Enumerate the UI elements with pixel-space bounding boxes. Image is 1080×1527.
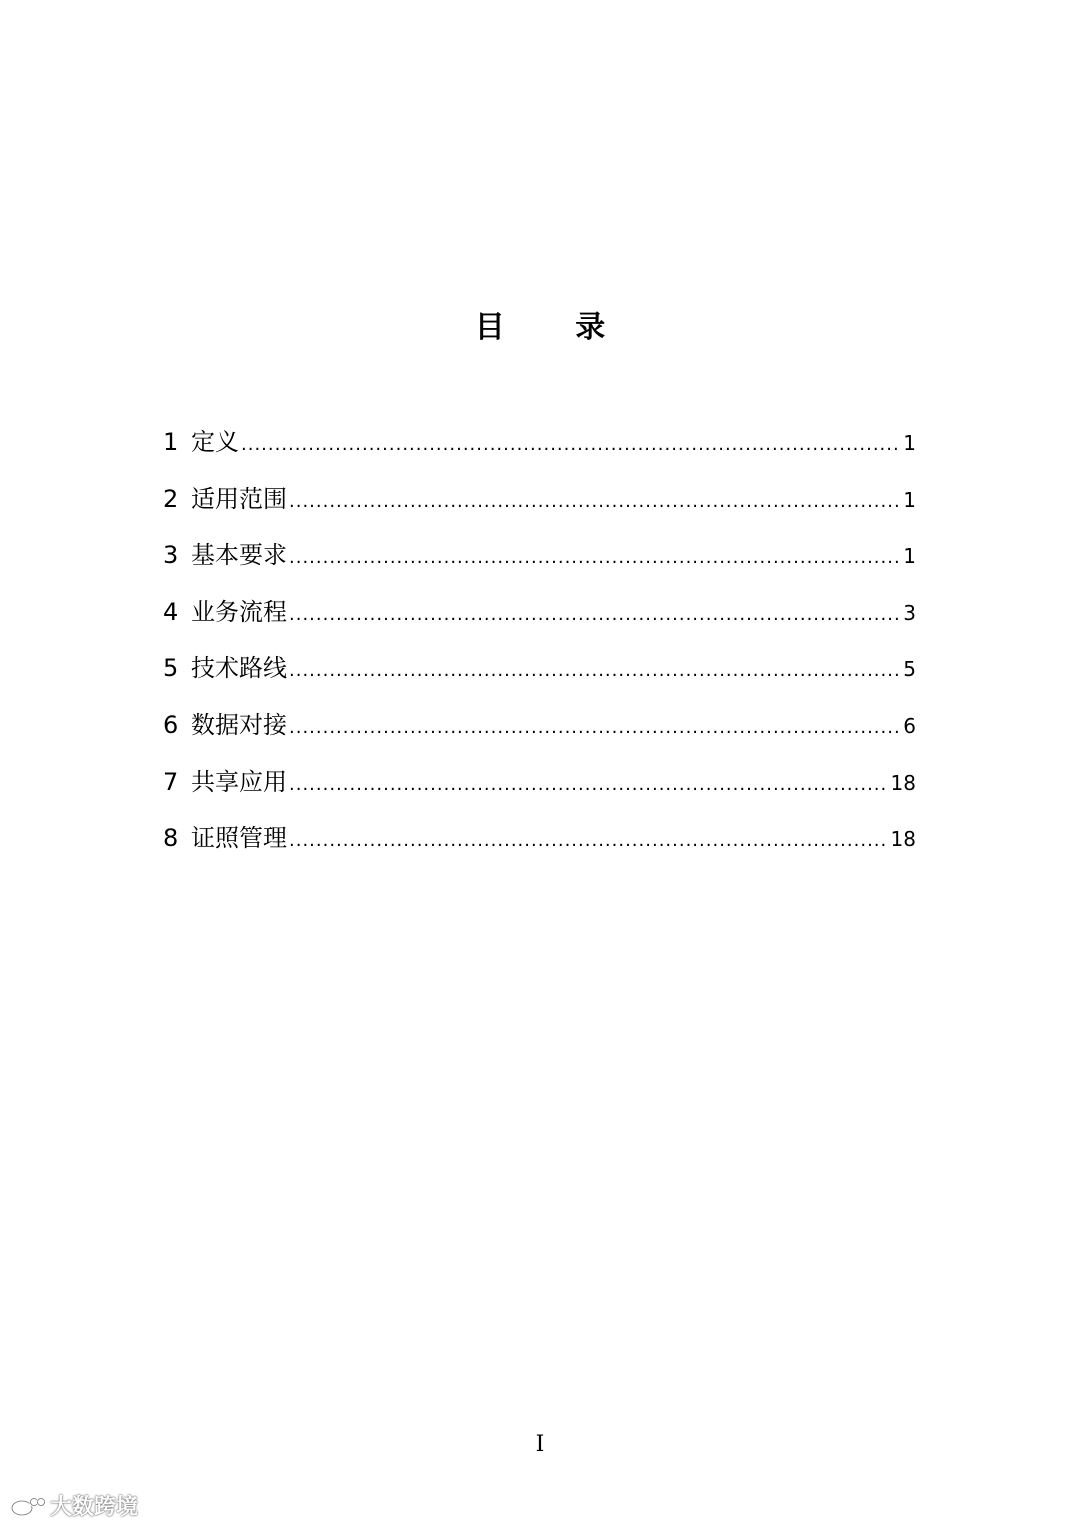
toc-item[interactable]	[163, 477, 916, 534]
toc-item-number: 3	[163, 541, 179, 570]
toc-item-number: 6	[163, 710, 179, 739]
toc-item[interactable]	[163, 816, 916, 873]
toc-item-number: 2	[163, 484, 179, 513]
toc-item-number: 8	[163, 824, 179, 853]
toc-item-page: 3	[903, 600, 916, 625]
toc-item[interactable]	[163, 646, 916, 703]
toc-item-label: 定义	[191, 428, 239, 456]
toc-item-number: 7	[163, 767, 179, 796]
toc-item-page: 1	[903, 487, 916, 512]
toc-item-page: 18	[890, 770, 916, 795]
toc-dot-leader	[241, 423, 901, 467]
toc-item-label: 数据对接	[191, 710, 287, 739]
watermark-text: 大数跨境	[50, 1495, 139, 1520]
toc-item-number: 5	[163, 654, 179, 683]
toc-dot-leader	[289, 593, 901, 637]
toc-item-page: 6	[903, 713, 916, 738]
toc-item-page: 18	[890, 827, 916, 852]
toc-dot-leader	[289, 649, 901, 693]
toc-dot-leader	[289, 819, 889, 863]
toc-item-label: 共享应用	[191, 767, 287, 796]
weibo-logo-icon	[10, 1494, 46, 1518]
toc-item[interactable]	[163, 533, 916, 590]
toc-item-page: 1	[903, 431, 916, 455]
toc-dot-leader	[289, 706, 901, 750]
toc-list	[163, 420, 916, 873]
toc-dot-leader	[289, 536, 901, 580]
toc-item[interactable]	[163, 760, 916, 817]
toc-item-page: 5	[903, 657, 916, 682]
toc-item-label: 证照管理	[191, 824, 287, 853]
toc-item-label: 基本要求	[191, 541, 287, 570]
toc-item-number: 1	[163, 428, 179, 456]
toc-item[interactable]	[163, 420, 916, 477]
page-number: I	[535, 1432, 545, 1457]
toc-title: 目 录	[474, 310, 636, 345]
toc-item-page: 1	[903, 544, 916, 569]
toc-item-label: 技术路线	[191, 654, 287, 683]
toc-item-label: 适用范围	[191, 484, 287, 513]
toc-item-label: 业务流程	[191, 597, 287, 626]
watermark	[10, 1490, 138, 1521]
toc-item[interactable]	[163, 703, 916, 760]
toc-dot-leader	[289, 763, 889, 807]
toc-item-number: 4	[163, 597, 179, 626]
toc-item[interactable]	[163, 590, 916, 647]
toc-dot-leader	[289, 480, 901, 524]
